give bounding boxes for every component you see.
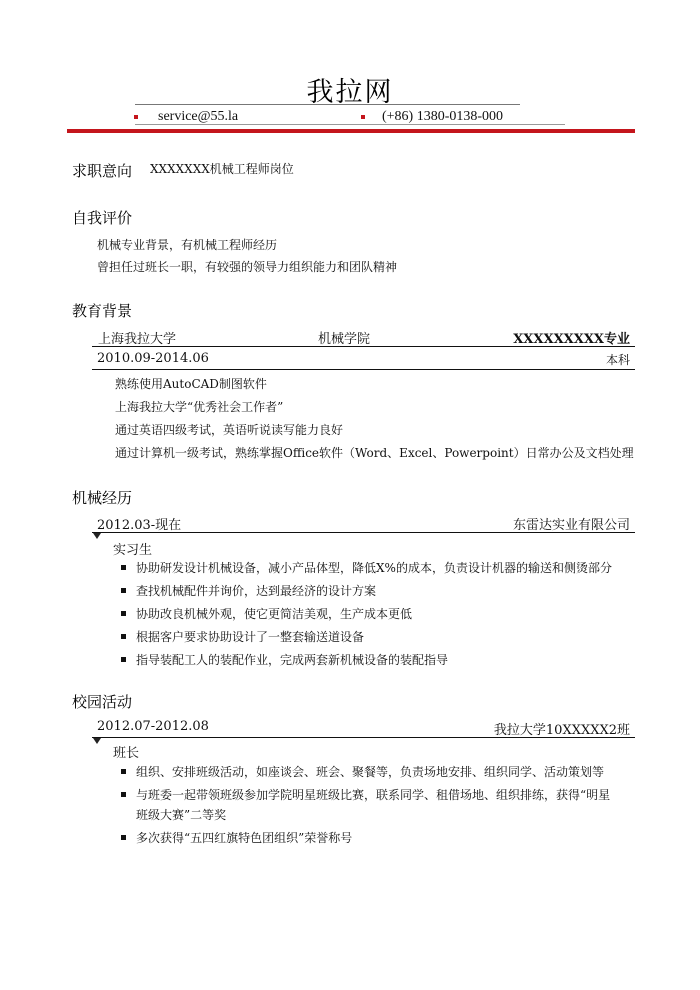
experience-period: 2012.03-现在 <box>97 518 182 533</box>
bullet-icon <box>121 588 126 593</box>
campus-role: 班长 <box>113 746 140 761</box>
header-accent-bar <box>67 129 635 133</box>
bullet-icon <box>121 769 126 774</box>
campus-bullet: 与班委一起带领班级参加学院明星班级比赛，联系同学、租借场地、组织排练，获得“明星 <box>136 788 611 802</box>
experience-bullet: 查找机械配件并询价，达到最经济的设计方案 <box>136 584 377 598</box>
self-eval-line: 机械专业背景，有机械工程师经历 <box>97 238 278 252</box>
bullet-icon <box>121 611 126 616</box>
education-period: 2010.09-2014.06 <box>97 351 209 366</box>
experience-bullet: 根据客户要求协助设计了一整套输送道设备 <box>136 630 365 644</box>
education-major: XXXXXXXXX专业 <box>513 332 630 347</box>
education-item: 上海我拉大学“优秀社会工作者” <box>115 400 284 414</box>
experience-title: 机械经历 <box>72 489 133 507</box>
email-text: service@55.la <box>158 109 239 124</box>
experience-company: 东雷达实业有限公司 <box>512 518 630 533</box>
education-degree: 本科 <box>605 353 630 367</box>
contact-divider <box>135 124 565 125</box>
phone-bullet-icon <box>361 115 365 119</box>
phone-text: (+86) 1380-0138-000 <box>382 109 504 124</box>
campus-bullet-continuation: 班级大赛”二等奖 <box>136 808 227 822</box>
campus-bullet: 多次获得“五四红旗特色团组织”荣誉称号 <box>136 831 353 845</box>
experience-bullet: 协助研发设计机械设备，减小产品体型，降低X%的成本，负责设计机器的输送和侧烫部分 <box>136 561 612 575</box>
self-eval-title: 自我评价 <box>72 209 133 227</box>
campus-divider <box>92 737 635 738</box>
education-divider <box>92 346 635 347</box>
education-period-divider <box>92 369 635 370</box>
education-college: 机械学院 <box>318 332 371 347</box>
objective-text: XXXXXXX机械工程师岗位 <box>150 162 294 176</box>
bullet-icon <box>121 634 126 639</box>
education-item: 通过英语四级考试，英语听说读写能力良好 <box>115 423 344 437</box>
bullet-icon <box>121 835 126 840</box>
campus-org: 我拉大学10XXXXX2班 <box>493 723 630 738</box>
triangle-marker-icon <box>93 533 101 539</box>
education-title: 教育背景 <box>72 302 133 320</box>
experience-divider <box>92 532 635 533</box>
experience-bullet: 指导装配工人的装配作业，完成两套新机械设备的装配指导 <box>136 653 449 667</box>
objective-title: 求职意向 <box>72 162 133 180</box>
resume-name: 我拉网 <box>306 77 394 108</box>
email-bullet-icon <box>134 115 138 119</box>
bullet-icon <box>121 657 126 662</box>
education-school: 上海我拉大学 <box>98 332 177 347</box>
campus-bullet: 组织、安排班级活动，如座谈会、班会、聚餐等，负责场地安排、组织同学、活动策划等 <box>136 765 605 779</box>
bullet-icon <box>121 792 126 797</box>
self-eval-line: 曾担任过班长一职，有较强的领导力组织能力和团队精神 <box>97 260 398 274</box>
campus-period: 2012.07-2012.08 <box>97 719 209 734</box>
name-divider <box>135 104 520 105</box>
education-item: 通过计算机一级考试，熟练掌握Office软件（Word、Excel、Powerpoint）日常办公及文档处理 <box>115 446 634 460</box>
education-item: 熟练使用AutoCAD制图软件 <box>115 377 267 391</box>
campus-title: 校园活动 <box>72 693 133 711</box>
triangle-marker-icon <box>93 738 101 744</box>
experience-role: 实习生 <box>113 543 153 558</box>
experience-bullet: 协助改良机械外观，使它更简洁美观，生产成本更低 <box>136 607 413 621</box>
bullet-icon <box>121 565 126 570</box>
